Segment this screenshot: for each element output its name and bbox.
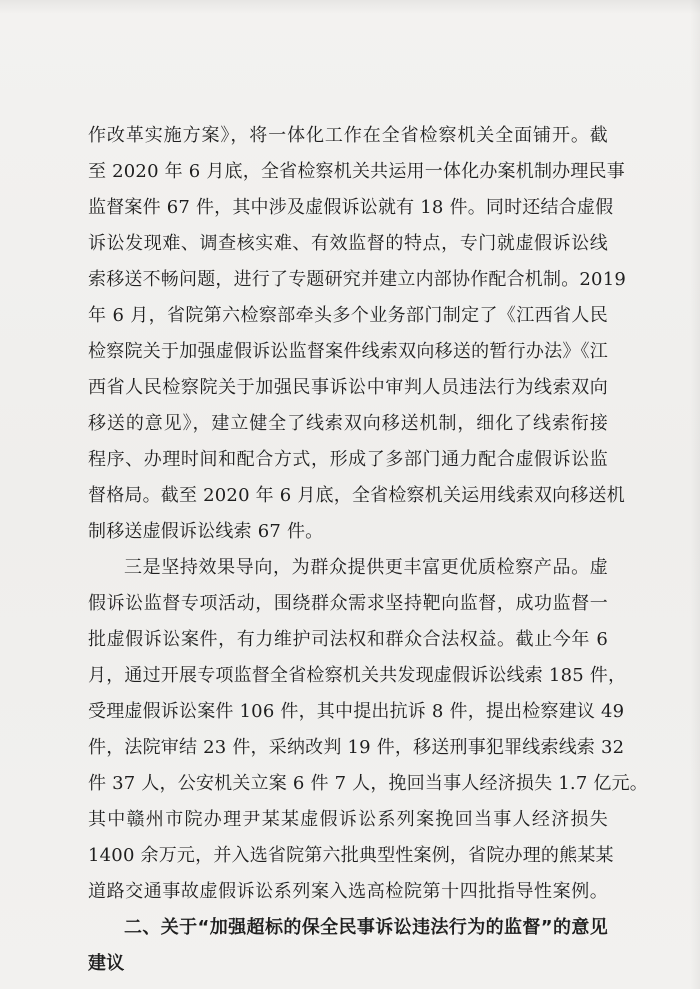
text-line-17: 受理虚假诉讼案件 106 件，其中提出抗诉 8 件，提出检察建议 49 (88, 701, 625, 722)
text-line-4: 诉讼发现难、调查核实难、有效监督的特点，专门就虚假诉讼线 (88, 233, 608, 254)
text-line-14: 假诉讼监督专项活动，围绕群众需求坚持靶向监督，成功监督一 (88, 593, 608, 614)
text-line-12: 制移送虚假诉讼线索 67 件。 (88, 521, 324, 542)
text-line-20: 其中赣州市院办理尹某某虚假诉讼系列案挽回当事人经济损失 (88, 809, 608, 830)
text-line-18: 件，法院审结 23 件，采纳改判 19 件，移送刑事犯罪线索线索 32 (88, 737, 625, 758)
text-line-11: 督格局。截至 2020 年 6 月底，全省检察机关运用线索双向移送机 (88, 485, 625, 506)
text-line-2: 至 2020 年 6 月底，全省检察机关共运用一体化办案机制办理民事 (88, 161, 625, 182)
text-line-22: 道路交通事故虚假诉讼系列案入选高检院第十四批指导性案例。 (88, 881, 608, 902)
section-heading-continued: 建议 (88, 953, 125, 974)
paragraph-start-line-13: 三是坚持效果导向，为群众提供更丰富更优质检察产品。虚 (124, 557, 608, 578)
text-line-8: 西省人民检察院关于加强民事诉讼中审判人员违法行为线索双向 (88, 377, 608, 398)
text-line-3: 监督案件 67 件，其中涉及虚假诉讼就有 18 件。同时还结合虚假 (88, 197, 614, 218)
text-line-7: 检察院关于加强虚假诉讼监督案件线索双向移送的暂行办法》《江 (88, 341, 608, 362)
text-line-19: 件 37 人，公安机关立案 6 件 7 人，挽回当事人经济损失 1.7 亿元。 (88, 773, 649, 794)
text-line-10: 程序、办理时间和配合方式，形成了多部门通力配合虚假诉讼监 (88, 449, 608, 470)
text-line-16: 月，通过开展专项监督全省检察机关共发现虚假诉讼线索 185 件， (88, 665, 627, 686)
section-heading: 二、关于“加强超标的保全民事诉讼违法行为的监督”的意见 (124, 917, 608, 938)
text-line-6: 年 6 月，省院第六检察部牵头多个业务部门制定了《江西省人民 (88, 305, 608, 326)
text-line-15: 批虚假诉讼案件，有力维护司法权和群众合法权益。截止今年 6 (88, 629, 608, 650)
text-line-1: 作改革实施方案》，将一体化工作在全省检察机关全面铺开。截 (88, 125, 608, 146)
text-line-21: 1400 余万元，并入选省院第六批典型性案例，省院办理的熊某某 (88, 845, 614, 866)
text-line-5: 索移送不畅问题，进行了专题研究并建立内部协作配合机制。2019 (88, 269, 627, 290)
text-line-9: 移送的意见》，建立健全了线索双向移送机制，细化了线索衔接 (88, 413, 608, 434)
